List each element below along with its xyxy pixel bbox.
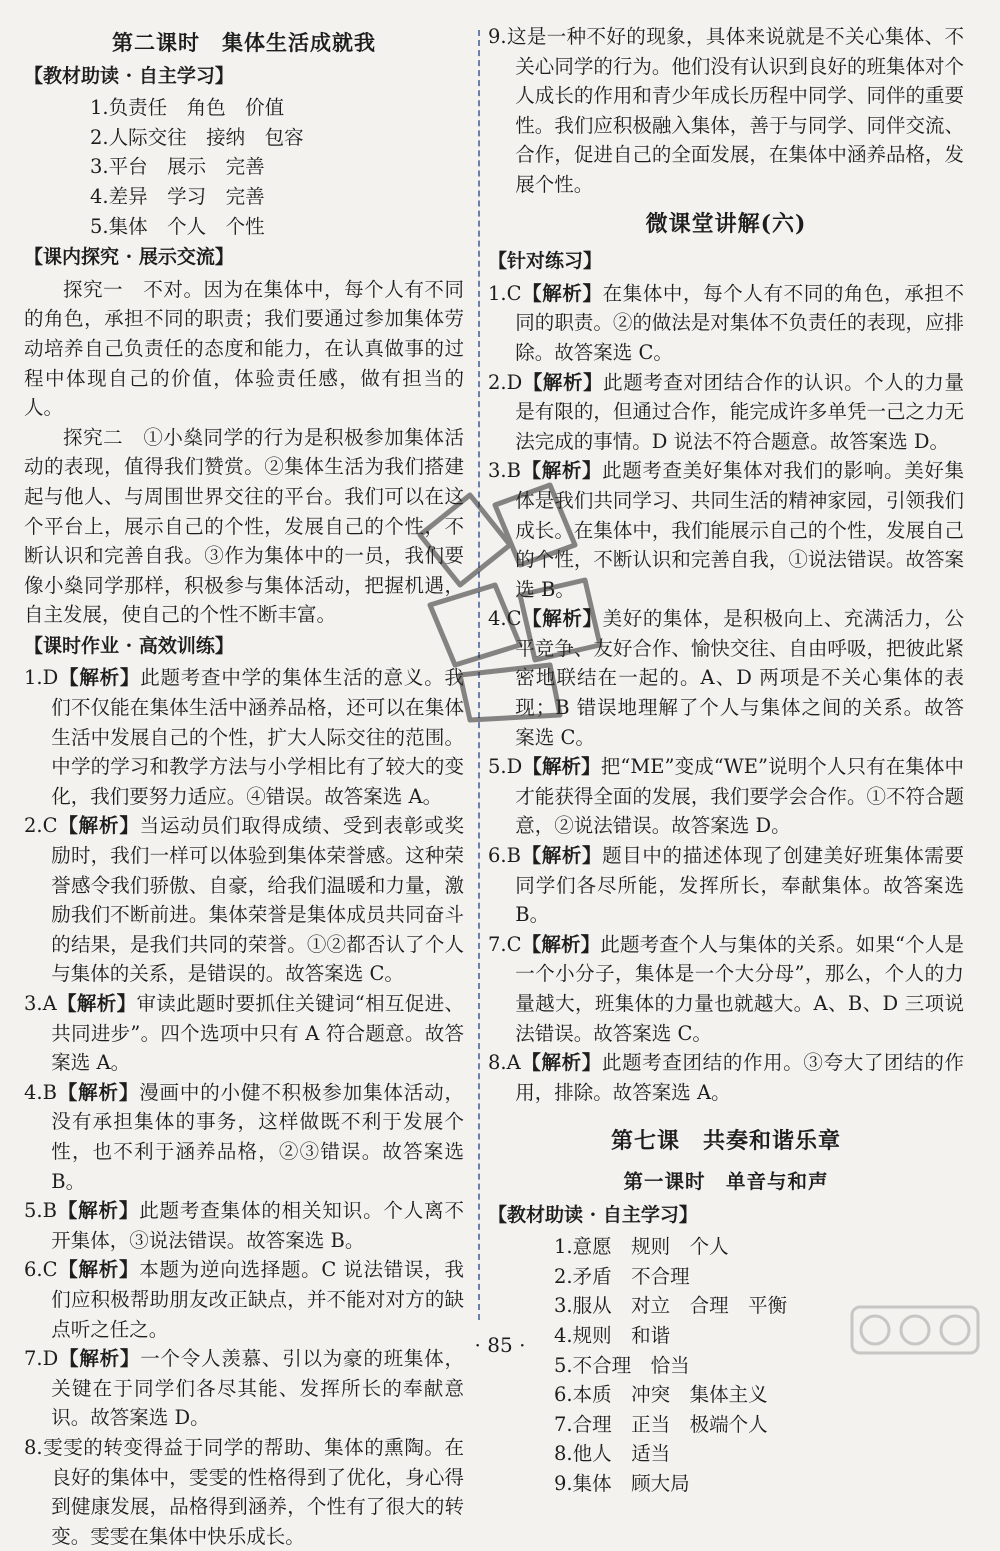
answer-line: 4.差异 学习 完善	[90, 184, 265, 208]
answer-item: 1.C【解析】在集体中，每个人有不同的角色，承担不同的职责。②的做法是对集体不负责任的表现，应排除。故答案选 C。	[488, 281, 964, 364]
answer-item: 7.D【解析】一个令人羡慕、引以为豪的班集体，关键在于同学们各尽其能、发挥所长的奉献意识。故答案选 D。	[24, 1347, 464, 1430]
answer-line: 5.不合理 恰当	[554, 1353, 690, 1377]
answer-item: 1.D【解析】此题考查中学的集体生活的意义。我们不仅能在集体生活中涵养品格，还可以在集体生活中发展自己的个性，扩大人际交往的范围。中学的学习和教学方法与小学相比有了较大的变化，我们要努力适应。④错误。故答案选 A。	[24, 666, 464, 808]
answer-item: 6.B【解析】题目中的描述体现了创建美好班集体需要同学们各尽所能，发挥所长，奉献集体。故答案选 B。	[488, 844, 964, 927]
answer-item: 5.D【解析】把“ME”变成“WE”说明个人只有在集体中才能获得全面的发展，我们要学会合作。①不符合题意，②说法错误。故答案选 D。	[488, 755, 964, 838]
right-column	[488, 22, 964, 1499]
answer-item: 3.A【解析】审读此题时要抓住关键词“相互促进、共同进步”。四个选项中只有 A 符合题意。故答案选 A。	[24, 992, 464, 1075]
answer-line: 4.规则 和谐	[554, 1323, 671, 1347]
answer-item: 6.C【解析】本题为逆向选择题。C 说法错误，我们应积极帮助朋友改正缺点，并不能对对方的缺点听之任之。	[24, 1258, 464, 1341]
answer-line: 7.合理 正当 极端个人	[554, 1412, 768, 1436]
subhead-textbook-guide: 【教材助读 · 自主学习】	[488, 1203, 698, 1226]
answer-item: 2.D【解析】此题考查对团结合作的认识。个人的力量是有限的，但通过合作，能完成许多单凭一己之力无法完成的事情。D 说法不符合题意。故答案选 D。	[488, 370, 964, 453]
answer-item: 4.B【解析】漫画中的小健不积极参加集体活动，没有承担集体的事务，这样做既不利于发展个性，也不利于涵养品格，②③错误。故答案选 B。	[24, 1080, 464, 1193]
answer-line: 2.矛盾 不合理	[554, 1264, 690, 1288]
subhead-practice: 【针对练习】	[488, 250, 603, 273]
page-number: · 85 ·	[474, 1333, 526, 1357]
inquiry-two: 探究二 ①小燊同学的行为是积极参加集体活动的表现，值得我们赞赏。②集体生活为我们搭建起与他人、与周围世界交往的平台。我们可以在这个平台上，展示自己的个性，发展自己的个性，不断认识和完善自我。③作为集体中的一员，我们要像小燊同学那样，积极参与集体活动，把握机遇，自主发展，使自己的个性不断丰富。	[24, 425, 464, 627]
answer-item: 4.C【解析】美好的集体，是积极向上、充满活力，公平竞争、友好合作、愉快交往、自由呼吸，把彼此紧密地联结在一起的。A、D 两项是不关心集体的表现；B 错误地理解了个人与集体之间的关系。故答案选 C。	[488, 607, 964, 749]
subhead-class-inquiry: 【课内探究 · 展示交流】	[24, 246, 234, 269]
answer-item: 7.C【解析】此题考查个人与集体的关系。如果“个人是一个小分子，集体是一个大分母”，那么，个人的力量越大，班集体的力量也就越大。A、B、D 三项说法错误。故答案选 C。	[488, 932, 964, 1045]
answer-item: 8.A【解析】此题考查团结的作用。③夸大了团结的作用，排除。故答案选 A。	[488, 1051, 964, 1104]
answer-item: 9.这是一种不好的现象，具体来说就是不关心集体、不关心同学的行为。他们没有认识到良好的班集体对个人成长的作用和青少年成长历程中同学、同伴的重要性。我们应积极融入集体，善于与同学、同伴交流、合作，促进自己的全面发展，在集体中涵养品格，发展个性。	[488, 25, 964, 196]
lesson-subtitle: 第一课时 单音与和声	[623, 1169, 829, 1193]
answer-item: 5.B【解析】此题考查集体的相关知识。个人离不开集体，③说法错误。故答案选 B。	[24, 1199, 464, 1252]
answer-line: 8.他人 适当	[554, 1442, 671, 1466]
micro-lecture-title: 微课堂讲解(六)	[645, 210, 807, 237]
answer-item: 2.C【解析】当运动员们取得成绩、受到表彰或奖励时，我们一样可以体验到集体荣誉感。这种荣誉感令我们骄傲、自豪，给我们温暖和力量，激励我们不断前进。集体荣誉是集体成员共同奋斗的结果，是我们共同的荣誉。①②都否认了个人与集体的关系，是错误的。故答案选 C。	[24, 814, 464, 986]
subhead-homework: 【课时作业 · 高效训练】	[24, 634, 234, 657]
answer-line: 2.人际交往 接纳 包容	[90, 125, 304, 149]
answer-line: 1.意愿 规则 个人	[554, 1235, 729, 1259]
answer-line: 1.负责任 角色 价值	[90, 96, 285, 120]
answer-line: 3.服从 对立 合理 平衡	[554, 1294, 788, 1318]
answer-line: 3.平台 展示 完善	[90, 155, 265, 179]
answer-item: 3.B【解析】此题考查美好集体对我们的影响。美好集体是我们共同学习、共同生活的精神家园，引领我们成长。在集体中，我们能展示自己的个性，发展自己的个性，不断认识和完善自我，①说法错误。故答案选 B。	[488, 459, 964, 601]
inquiry-one: 探究一 不对。因为在集体中，每个人有不同的角色，承担不同的职责；我们要通过参加集体劳动培养自己负责任的态度和能力，在认真做事的过程中体现自己的价值，体验责任感，做有担当的人。	[24, 277, 464, 420]
watermark-stamp	[400, 475, 610, 725]
subhead-textbook-guide: 【教材助读 · 自主学习】	[24, 64, 234, 87]
answer-line: 9.集体 顾大局	[554, 1471, 690, 1495]
lesson-seven-title: 第七课 共奏和谐乐章	[610, 1128, 841, 1155]
answer-line: 5.集体 个人 个性	[90, 214, 265, 238]
lesson-section-title: 第二课时 集体生活成就我	[112, 30, 376, 55]
answer-item: 8.雯雯的转变得益于同学的帮助、集体的熏陶。在良好的集体中，雯雯的性格得到了优化，身心得到健康发展，品格得到涵养，个性有了很大的转变。雯雯在集体中快乐成长。	[24, 1435, 464, 1548]
answer-line: 6.本质 冲突 集体主义	[554, 1383, 768, 1407]
left-column	[24, 22, 464, 1551]
